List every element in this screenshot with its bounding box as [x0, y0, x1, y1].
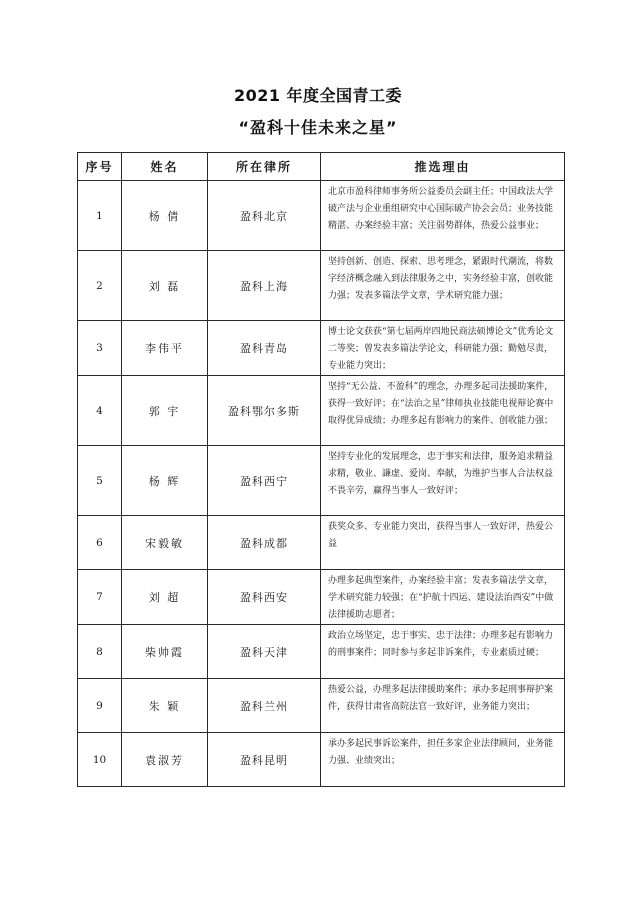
- table-row: [78, 446, 565, 516]
- row-firm: 盈科西安: [208, 570, 321, 625]
- row-reason: 热爱公益，办理多起法律援助案件；承办多起刑事辩护案件，获得甘肃省高院法官一致好评，业务能力突出；: [321, 679, 565, 733]
- row-firm: 盈科天津: [208, 625, 321, 679]
- header-reason: 推选理由: [321, 153, 565, 181]
- table-row: [78, 516, 565, 570]
- table-row: [78, 679, 565, 733]
- row-firm: 盈科昆明: [208, 733, 321, 787]
- row-name: 杨 辉: [122, 446, 208, 516]
- row-name: 朱 颖: [122, 679, 208, 733]
- row-number: 2: [78, 251, 122, 321]
- row-firm: 盈科上海: [208, 251, 321, 321]
- row-firm: 盈科西宁: [208, 446, 321, 516]
- row-number: 7: [78, 570, 122, 625]
- row-name: 宋毅敏: [122, 516, 208, 570]
- table-row: [78, 625, 565, 679]
- nominee-table: [77, 152, 565, 787]
- header-name: 姓名: [122, 153, 208, 181]
- row-firm: 盈科青岛: [208, 321, 321, 376]
- row-reason: 获奖众多、专业能力突出，获得当事人一致好评，热爱公益: [321, 516, 565, 570]
- table-row: [78, 321, 565, 376]
- row-name: 李伟平: [122, 321, 208, 376]
- table-row: [78, 570, 565, 625]
- row-name: 刘 磊: [122, 251, 208, 321]
- table-row: [78, 376, 565, 446]
- row-number: 9: [78, 679, 122, 733]
- row-firm: 盈科北京: [208, 181, 321, 251]
- row-firm: 盈科成都: [208, 516, 321, 570]
- row-number: 4: [78, 376, 122, 446]
- document-title: 2021 年度全国青工委: [233, 86, 403, 105]
- row-name: 刘 超: [122, 570, 208, 625]
- row-name: 袁淑芳: [122, 733, 208, 787]
- row-reason: 北京市盈科律师事务所公益委员会副主任；中国政法大学破产法与企业重组研究中心国际破产协会会员；业务技能精湛、办案经验丰富；关注弱势群体，热爱公益事业；: [321, 181, 565, 251]
- row-number: 5: [78, 446, 122, 516]
- header-firm: 所在律所: [208, 153, 321, 181]
- row-name: 柴帅霞: [122, 625, 208, 679]
- row-number: 3: [78, 321, 122, 376]
- table-row: [78, 733, 565, 787]
- row-reason: 坚持创新、创造、探索、思考理念，紧跟时代潮流，将数字经济概念融入到法律服务之中，实务经验丰富，创收能力强；发表多篇法学文章，学术研究能力强；: [321, 251, 565, 321]
- header-number: 序号: [78, 153, 122, 181]
- row-number: 6: [78, 516, 122, 570]
- row-name: 杨 倩: [122, 181, 208, 251]
- row-number: 8: [78, 625, 122, 679]
- table-header-row: [78, 153, 565, 181]
- row-reason: 博士论文获获“第七届两岸四地民商法硕博论文”优秀论文二等奖；曾发表多篇法学论文，科研能力强；勤勉尽责，专业能力突出；: [321, 321, 565, 376]
- row-reason: 坚持“无公益、不盈科”的理念，办理多起司法援助案件，获得一致好评；在“法治之星”律师执业技能电视辩论赛中取得优异成绩；办理多起有影响力的案件、创收能力强；: [321, 376, 565, 446]
- row-number: 1: [78, 181, 122, 251]
- table-row: [78, 251, 565, 321]
- row-name: 郭 宇: [122, 376, 208, 446]
- row-firm: 盈科兰州: [208, 679, 321, 733]
- document-subtitle: “盈科十佳未来之星”: [238, 118, 398, 137]
- row-reason: 承办多起民事诉讼案件，担任多家企业法律顾问，业务能力强、业绩突出；: [321, 733, 565, 787]
- row-reason: 坚持专业化的发展理念，忠于事实和法律，服务追求精益求精，敬业、謙虚、爱岗、奉献，为维护当事人合法权益不畏辛劳，赢得当事人一致好评；: [321, 446, 565, 516]
- row-number: 10: [78, 733, 122, 787]
- row-firm: 盈科鄂尔多斯: [208, 376, 321, 446]
- row-reason: 办理多起典型案件，办案经验丰富；发表多篇法学文章，学术研究能力较强；在“护航十四运、建设法治西安”中做法律援助志愿者；: [321, 570, 565, 625]
- table-row: [78, 181, 565, 251]
- row-reason: 政治立场坚定，忠于事实、忠于法律；办理多起有影响力的刑事案件；同时参与多起非诉案件，专业素质过硬；: [321, 625, 565, 679]
